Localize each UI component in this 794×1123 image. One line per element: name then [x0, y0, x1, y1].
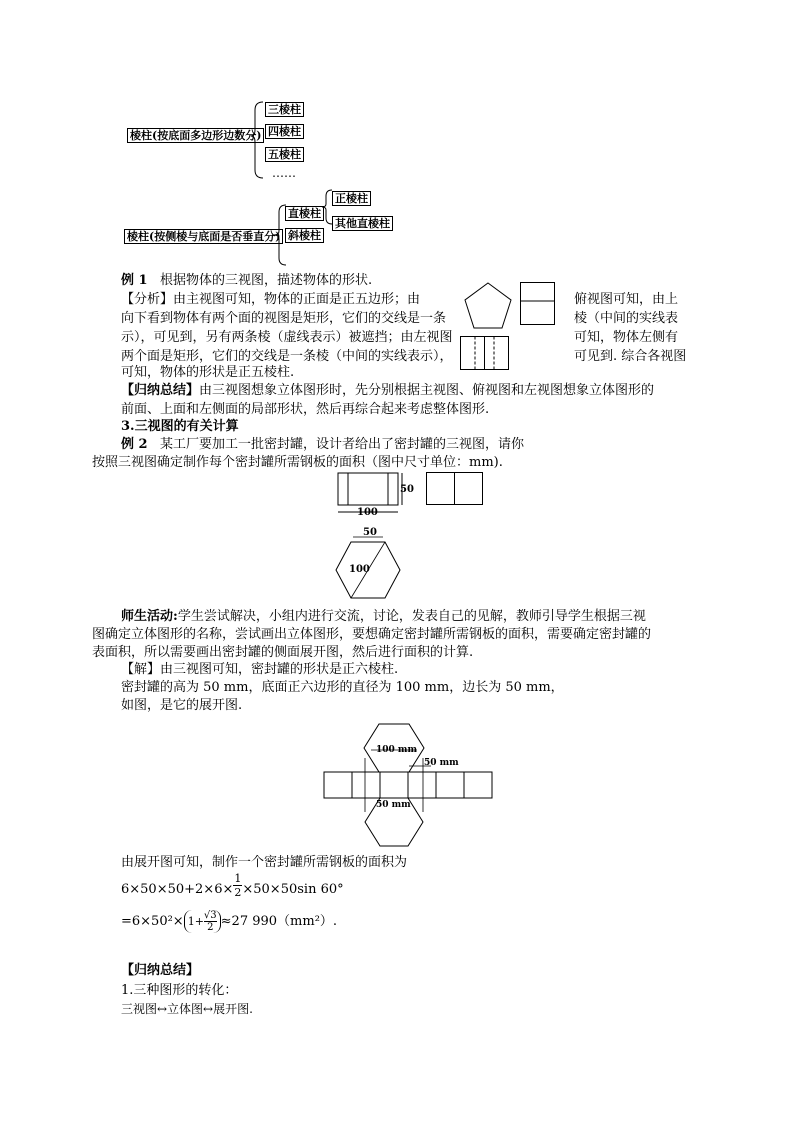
summary2-label: 【归纳总结】 — [121, 963, 200, 978]
analysis-line-4: 可知，物体的形状是正五棱柱. — [121, 365, 295, 380]
hex-side-label: 50 — [363, 527, 377, 538]
calc-sqrt-frac — [204, 910, 217, 933]
tree2-root: 棱柱(按侧棱与底面是否垂直分) — [124, 229, 283, 244]
rect-left-view — [520, 282, 556, 326]
solution-line2: 密封罐的高为 50 mm，底面正六边形的直径为 100 mm，边长为 50 mm， — [121, 680, 564, 695]
calc-one-plus: 1+ — [187, 915, 204, 928]
dim-width-label: 100 — [357, 507, 378, 518]
summary1-text1: 由三视图想象立体图形时，先分别根据主视图、俯视图和左视图想象立体图形的 — [199, 383, 655, 398]
example2-text1: 某工厂要加工一批密封罐，设计者给出了密封罐的三视图，请你 — [159, 437, 524, 452]
calc-intro: 由展开图可知，制作一个密封罐所需钢板的面积为 — [121, 855, 408, 870]
solution-line1 — [121, 660, 398, 679]
tree1-child-1: 四棱柱 — [265, 124, 304, 139]
activity-line3: 表面积，所以需要画出密封罐的侧面展开图，然后进行面积的计算. — [92, 645, 474, 660]
net-diag-label: 100 mm — [376, 745, 417, 755]
activity-text1: 学生尝试解决，小组内进行交流，讨论，发表自己的见解，教师引导学生根据三视 — [177, 609, 646, 624]
calc-frac-num: 1 — [234, 872, 242, 885]
calc-expr1-a: 6×50×50+2×6× — [121, 882, 234, 897]
calc-expr1-b: ×50×50sin 60° — [242, 882, 344, 897]
analysis-right-3: 可见到. 综合各视图 — [574, 349, 687, 364]
calc-sqrt3: √3 — [203, 910, 217, 921]
analysis-line-0 — [121, 290, 420, 309]
analysis-right-1: 棱（中间的实线表 — [574, 311, 679, 326]
can-side-view — [426, 472, 486, 510]
example1-label: 例 1 — [121, 273, 148, 288]
analysis-right-0: 俯视图可知，由上 — [574, 292, 679, 307]
calc-expr2 — [121, 910, 337, 933]
activity-line1 — [121, 607, 646, 626]
tree2-child-0: 直棱柱 — [285, 206, 324, 221]
hex-diag-label: 100 — [349, 564, 370, 575]
tree2-child-1: 斜棱柱 — [285, 228, 324, 243]
summary2-item2: 三视图↔立体图↔展开图. — [121, 1002, 253, 1016]
tree1-child-3: …… — [272, 166, 296, 180]
calc-expr2-a: =6×50²× — [121, 914, 184, 929]
tree1-child-0: 三棱柱 — [265, 102, 304, 117]
tree1-root: 棱柱(按底面多边形边数分) — [127, 128, 264, 143]
summary1-line2: 前面、上面和左侧面的局部形状，然后再综合起来考虑整体图形. — [121, 402, 490, 417]
calc-expr1 — [121, 872, 344, 902]
calc-sqrt-den: 2 — [207, 922, 214, 933]
tree2-grandchild-1: 其他直棱柱 — [332, 216, 393, 231]
pentagon-front-view — [463, 282, 513, 330]
dim-height-label: 50 — [400, 484, 414, 495]
section3-title: 3.三视图的有关计算 — [121, 419, 239, 434]
calc-paren-group — [184, 910, 221, 933]
example2-label: 例 2 — [121, 437, 148, 452]
example1-line — [121, 271, 372, 290]
summary2-item1: 1.三种图形的转化： — [121, 983, 238, 998]
activity-label: 师生活动: — [121, 609, 178, 624]
analysis-label: 【分析】 — [121, 292, 174, 307]
example1-text: 根据物体的三视图，描述物体的形状. — [159, 273, 373, 288]
tree1-child-2: 五棱柱 — [265, 147, 304, 162]
summary1-label: 【归纳总结】 — [121, 383, 200, 398]
analysis-line-2: 示），可见到，另有两条棱（虚线表示）被遮挡；由左视图 — [121, 330, 453, 345]
analysis-right-2: 可知，物体左侧有 — [574, 330, 679, 345]
analysis-line-1: 向下看到物体有两个面的视图是矩形，它们的交线是一条 — [121, 311, 447, 326]
tree2-grandchild-0: 正棱柱 — [332, 191, 371, 206]
analysis-text-0: 由主视图可知，物体的正面是正五边形；由 — [173, 292, 421, 307]
example2-line1 — [121, 435, 524, 454]
summary1-line1 — [121, 381, 654, 400]
solution-label: 【解】 — [121, 662, 161, 677]
calc-frac-den: 2 — [234, 886, 242, 899]
analysis-line-3: 两个面是矩形，它们的交线是一条棱（中间的实线表示）， — [121, 349, 453, 364]
prism-net — [323, 722, 503, 852]
net-side-label: 50 mm — [424, 758, 459, 768]
solution-text1: 由三视图可知，密封罐的形状是正六棱柱. — [160, 662, 399, 677]
example2-line2: 按照三视图确定制作每个密封罐所需钢板的面积（图中尺寸单位：mm). — [92, 455, 503, 470]
activity-line2: 图确定立体图形的名称，尝试画出立体图形，要想确定密封罐所需钢板的面积，需要确定密封罐的 — [92, 627, 652, 642]
rect-top-view — [460, 336, 510, 372]
calc-expr2-b: ≈27 990（mm²）. — [220, 914, 338, 929]
net-height-label: 50 mm — [376, 800, 411, 810]
solution-line3: 如图，是它的展开图. — [121, 698, 243, 713]
